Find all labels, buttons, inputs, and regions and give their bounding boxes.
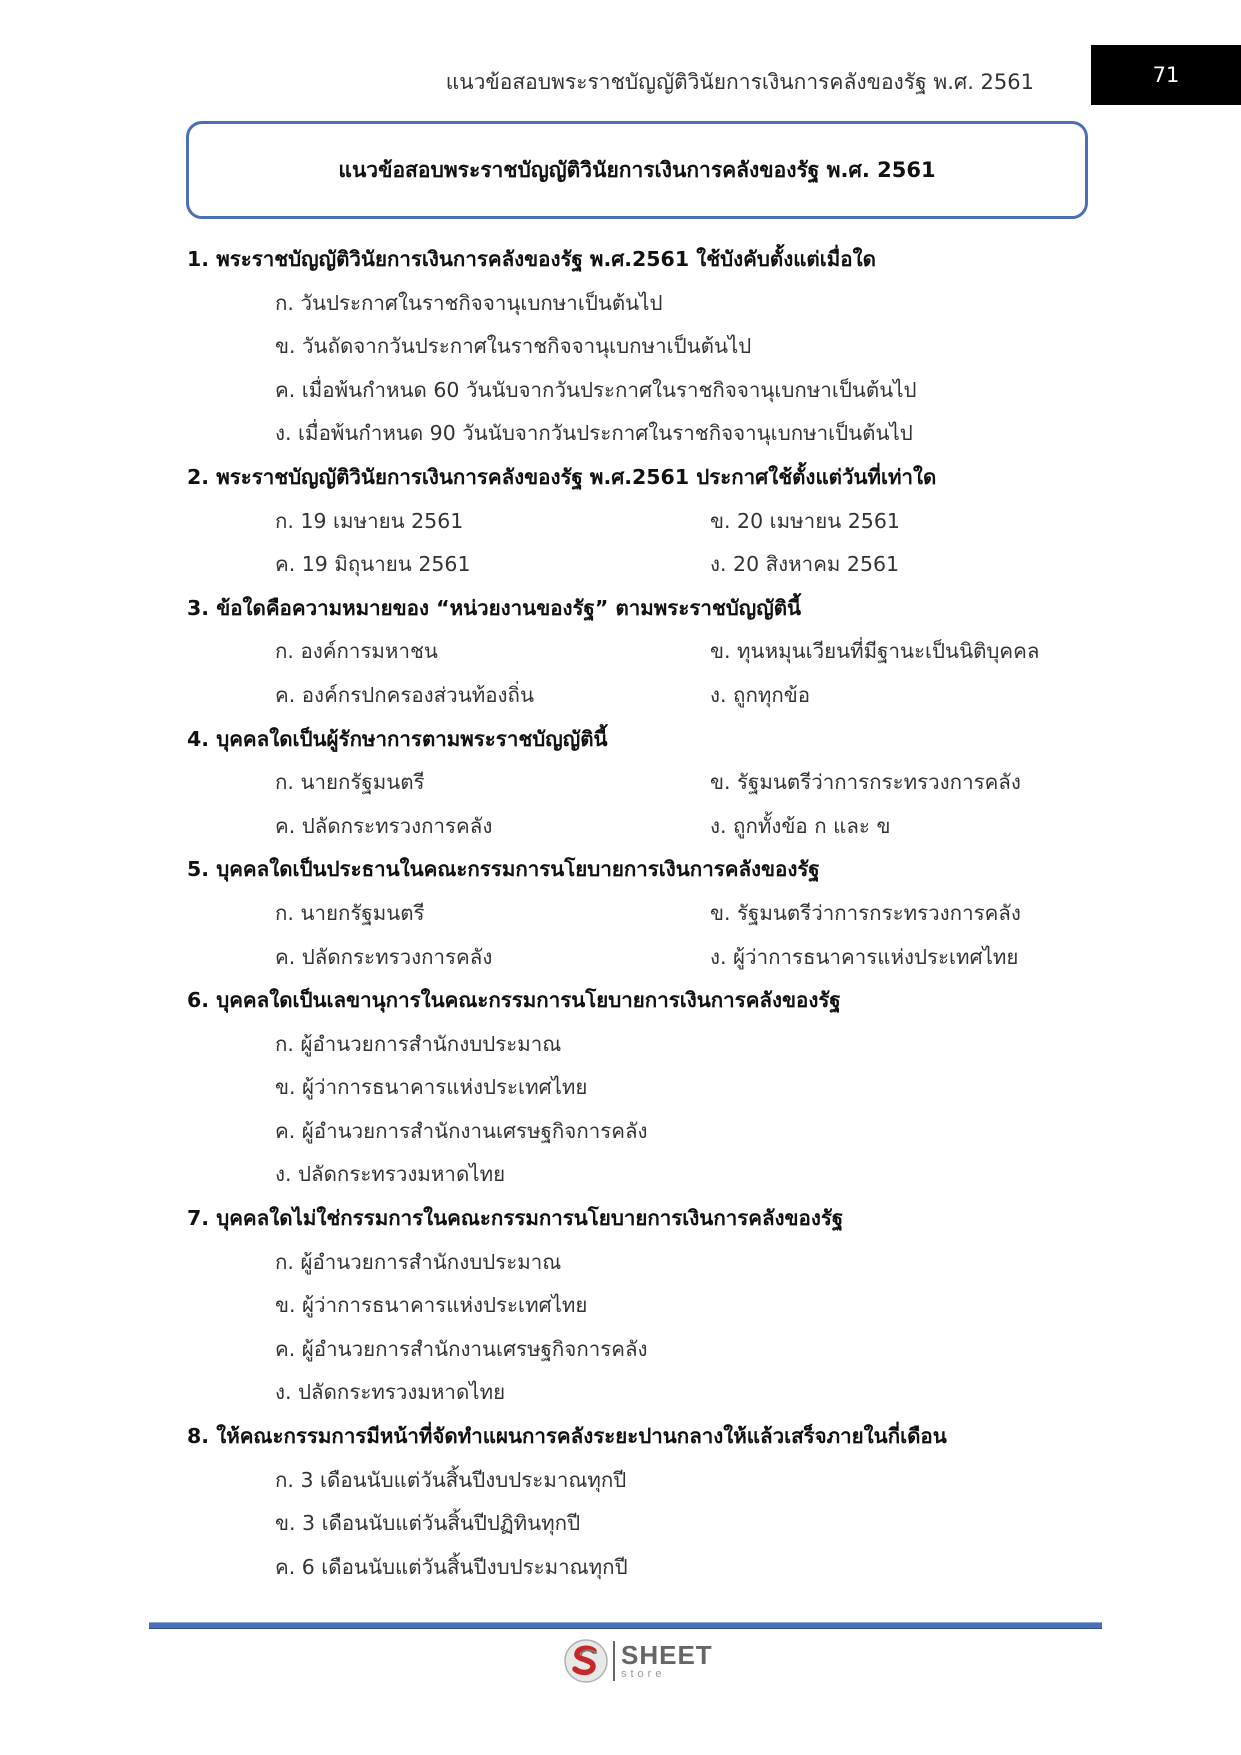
question-3: 3. ข้อใดคือความหมายของ “หน่วยงานของรัฐ” ตามพระราชบัญญัตินี้ xyxy=(187,595,802,620)
option: ค. ปลัดกระทรวงการคลัง xyxy=(275,944,493,969)
option: ก. วันประกาศในราชกิจจานุเบกษาเป็นต้นไป xyxy=(275,290,663,315)
option: ก. ผู้อำนวยการสำนักงบประมาณ xyxy=(275,1249,562,1274)
option: ก. องค์การมหาชน xyxy=(275,639,438,664)
question-list xyxy=(187,238,1067,1589)
document-title: แนวข้อสอบพระราชบัญญัติวินัยการเงินการคลังของรัฐ พ.ศ. 2561 xyxy=(338,157,936,182)
option: ง. ปลัดกระทรวงมหาดไทย xyxy=(275,1380,506,1405)
option-row xyxy=(187,892,1067,936)
option-row xyxy=(187,500,1067,544)
question-7: 7. บุคคลใดไม่ใช่กรรมการในคณะกรรมการนโยบายการเงินการคลังของรัฐ xyxy=(187,1206,844,1231)
running-header: แนวข้อสอบพระราชบัญญัติวินัยการเงินการคลังของรัฐ พ.ศ. 2561 xyxy=(445,70,1034,94)
option: ข. วันถัดจากวันประกาศในราชกิจจานุเบกษาเป็นต้นไป xyxy=(275,334,752,359)
option: ข. รัฐมนตรีว่าการกระทรวงการคลัง xyxy=(710,900,1021,925)
option: ข. ผู้ว่าการธนาคารแห่งประเทศไทย xyxy=(275,1075,588,1100)
option-row xyxy=(187,936,1067,980)
option: ค. เมื่อพ้นกำหนด 60 วันนับจากวันประกาศในราชกิจจานุเบกษาเป็นต้นไป xyxy=(275,377,917,402)
option: ข. 3 เดือนนับแต่วันสิ้นปีปฏิทินทุกปี xyxy=(275,1511,581,1536)
question-8: 8. ให้คณะกรรมการมีหน้าที่จัดทำแผนการคลังระยะปานกลางให้แล้วเสร็จภายในกี่เดือน xyxy=(187,1424,947,1449)
logo-word: SHEET xyxy=(621,1640,713,1670)
footer-rule xyxy=(149,1622,1102,1629)
option: ก. นายกรัฐมนตรี xyxy=(275,770,425,795)
option-row xyxy=(187,543,1067,587)
option-row xyxy=(187,674,1067,718)
question-5: 5. บุคคลใดเป็นประธานในคณะกรรมการนโยบายการเงินการคลังของรัฐ xyxy=(187,857,820,882)
option: ข. ผู้ว่าการธนาคารแห่งประเทศไทย xyxy=(275,1293,588,1318)
option: ค. ปลัดกระทรวงการคลัง xyxy=(275,813,493,838)
option: ง. ถูกทุกข้อ xyxy=(710,682,811,707)
option: ข. ทุนหมุนเวียนที่มีฐานะเป็นนิติบุคคล xyxy=(710,639,1040,664)
option: ง. เมื่อพ้นกำหนด 90 วันนับจากวันประกาศในราชกิจจานุเบกษาเป็นต้นไป xyxy=(275,421,913,446)
question-6: 6. บุคคลใดเป็นเลขานุการในคณะกรรมการนโยบายการเงินการคลังของรัฐ xyxy=(187,988,841,1013)
option: ค. 6 เดือนนับแต่วันสิ้นปีงบประมาณทุกปี xyxy=(275,1554,628,1579)
question-1: 1. พระราชบัญญัติวินัยการเงินการคลังของรัฐ พ.ศ.2561 ใช้บังคับตั้งแต่เมื่อใด xyxy=(187,247,876,271)
option: ค. ผู้อำนวยการสำนักงานเศรษฐกิจการคลัง xyxy=(275,1336,648,1361)
logo-divider xyxy=(613,1641,615,1681)
option-row xyxy=(187,761,1067,805)
question-4: 4. บุคคลใดเป็นผู้รักษาการตามพระราชบัญญัตินี้ xyxy=(187,726,608,751)
option: ก. นายกรัฐมนตรี xyxy=(275,900,425,925)
sheet-logo-icon xyxy=(563,1638,609,1684)
option: ง. ปลัดกระทรวงมหาดไทย xyxy=(275,1162,506,1187)
sheet-store-logo xyxy=(563,1636,713,1686)
option: ก. ผู้อำนวยการสำนักงบประมาณ xyxy=(275,1031,562,1056)
question-2: 2. พระราชบัญญัติวินัยการเงินการคลังของรัฐ พ.ศ.2561 ประกาศใช้ตั้งแต่วันที่เท่าใด xyxy=(187,464,937,489)
option: ง. ผู้ว่าการธนาคารแห่งประเทศไทย xyxy=(710,944,1019,969)
option: ข. รัฐมนตรีว่าการกระทรวงการคลัง xyxy=(710,770,1021,795)
logo-sub: store xyxy=(621,1668,666,1680)
option: ก. 3 เดือนนับแต่วันสิ้นปีงบประมาณทุกปี xyxy=(275,1467,627,1492)
page-number: 71 xyxy=(1091,45,1241,105)
option: ค. องค์กรปกครองส่วนท้องถิ่น xyxy=(275,682,534,707)
logo-text xyxy=(621,1642,713,1680)
option: ค. ผู้อำนวยการสำนักงานเศรษฐกิจการคลัง xyxy=(275,1118,648,1143)
option-row xyxy=(187,805,1067,849)
option: ค. 19 มิถุนายน 2561 xyxy=(275,552,471,577)
option-row xyxy=(187,630,1067,674)
option: ง. 20 สิงหาคม 2561 xyxy=(710,552,900,577)
option: ข. 20 เมษายน 2561 xyxy=(710,508,900,533)
option: ก. 19 เมษายน 2561 xyxy=(275,508,464,533)
title-box xyxy=(186,121,1088,219)
option: ง. ถูกทั้งข้อ ก และ ข xyxy=(710,813,891,838)
